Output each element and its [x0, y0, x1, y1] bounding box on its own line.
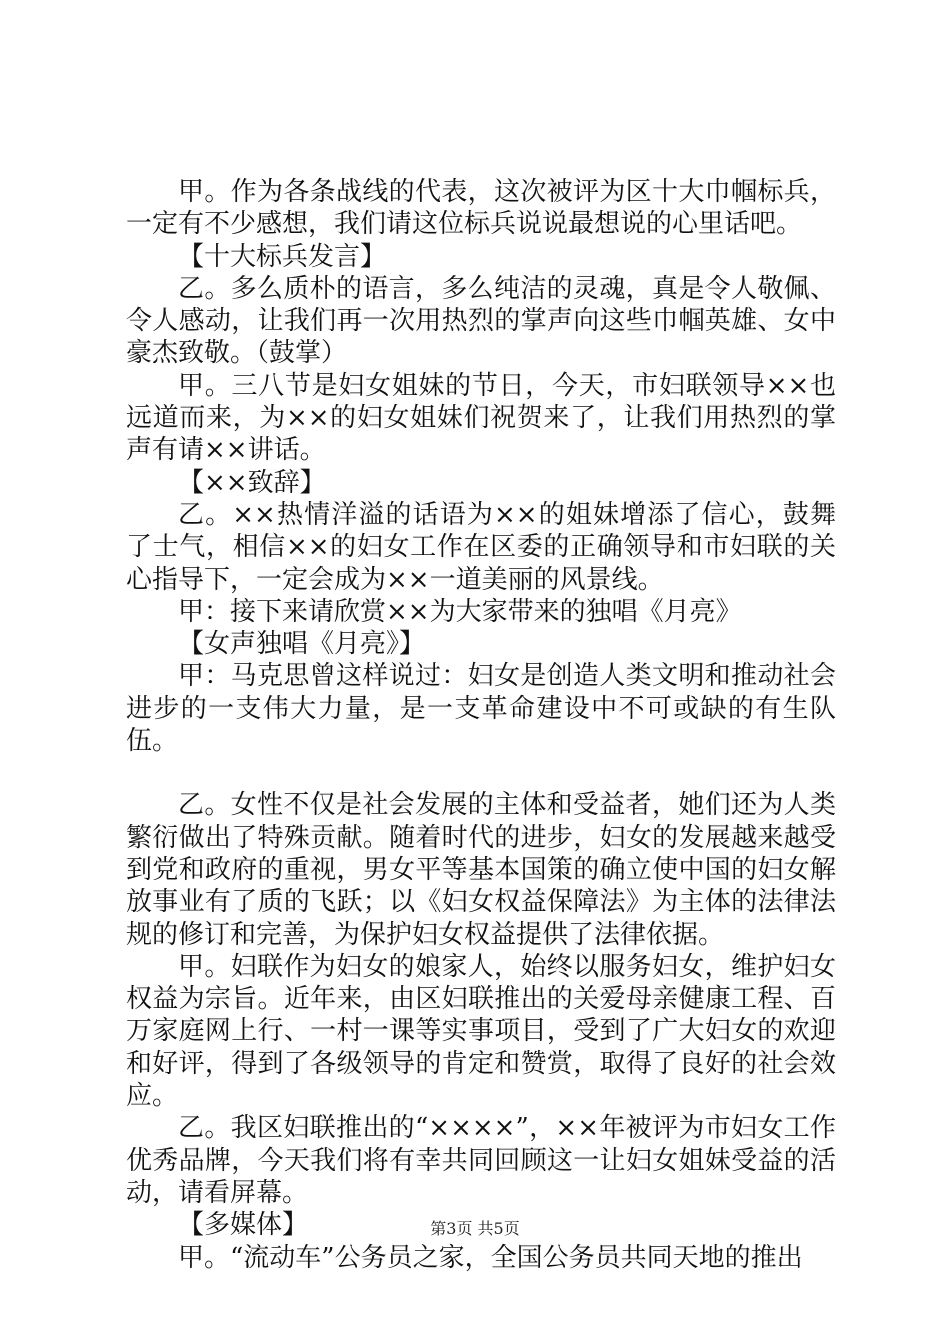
stage-direction-speech: 【十大标兵发言】	[178, 241, 387, 272]
stage-direction-address: 【××致辞】	[178, 467, 326, 498]
paragraph-jia-mobile-car: 甲。“流动车”公务员之家，全国公务员共同天地的推出	[178, 1242, 803, 1273]
paragraph-jia-womens-day: 甲。三八节是妇女姐妹的节日，今天，市妇联领导××也远道而来，为××的妇女姐妹们祝贺来了，让我们用热烈的掌声有请××讲话。	[126, 370, 836, 466]
page-number-footer: 第3页 共5页	[430, 1219, 520, 1238]
paragraph-yi-tribute: 乙。多么质朴的语言，多么纯洁的灵魂，真是令人敬佩、令人感动，让我们再一次用热烈的掌声向这些巾帼英雄、女中豪杰致敬。（鼓掌）	[126, 273, 836, 369]
stage-direction-multimedia: 【多媒体】	[178, 1210, 309, 1241]
paragraph-yi-encouragement: 乙。××热情洋溢的话语为××的姐妹增添了信心，鼓舞了士气，相信××的妇女工作在区委的正确领导和市妇联的关心指导下，一定会成为××一道美丽的风景线。	[126, 499, 836, 595]
paragraph-gap	[126, 757, 836, 789]
paragraph-yi-brand: 乙。我区妇联推出的“××××”，××年被评为市妇女工作优秀品牌，今天我们将有幸共同回顾这一让妇女姐妹受益的活动，请看屏幕。	[126, 1113, 836, 1208]
stage-direction-solo: 【女声独唱《月亮》】	[178, 629, 426, 660]
paragraph-jia-song-intro: 甲：接下来请欣赏××为大家带来的独唱《月亮》	[178, 596, 742, 627]
paragraph-jia-federation: 甲。妇联作为妇女的娘家人，始终以服务妇女，维护妇女权益为宗旨。近年来，由区妇联推出的关爱母亲健康工程、百万家庭网上行、一村一课等实事项目，受到了广大妇女的欢迎和好评，得到了各级领导的肯定和赞赏，取得了良好的社会效应。	[126, 951, 836, 1112]
document-body	[126, 176, 836, 1274]
paragraph-jia-representatives: 甲。作为各条战线的代表，这次被评为区十大巾帼标兵，一定有不少感想，我们请这位标兵说说最想说的心里话吧。	[126, 177, 836, 240]
paragraph-jia-marx-quote: 甲：马克思曾这样说过：妇女是创造人类文明和推动社会进步的一支伟大力量，是一支革命建设中不可或缺的有生队伍。	[126, 661, 836, 757]
paragraph-yi-women-development: 乙。女性不仅是社会发展的主体和受益者，她们还为人类繁衍做出了特殊贡献。随着时代的进步，妇女的发展越来越受到党和政府的重视，男女平等基本国策的确立使中国的妇女解放事业有了质的飞跃；以《妇女权益保障法》为主体的法律法规的修订和完善，为保护妇女权益提供了法律依据。	[126, 790, 836, 950]
